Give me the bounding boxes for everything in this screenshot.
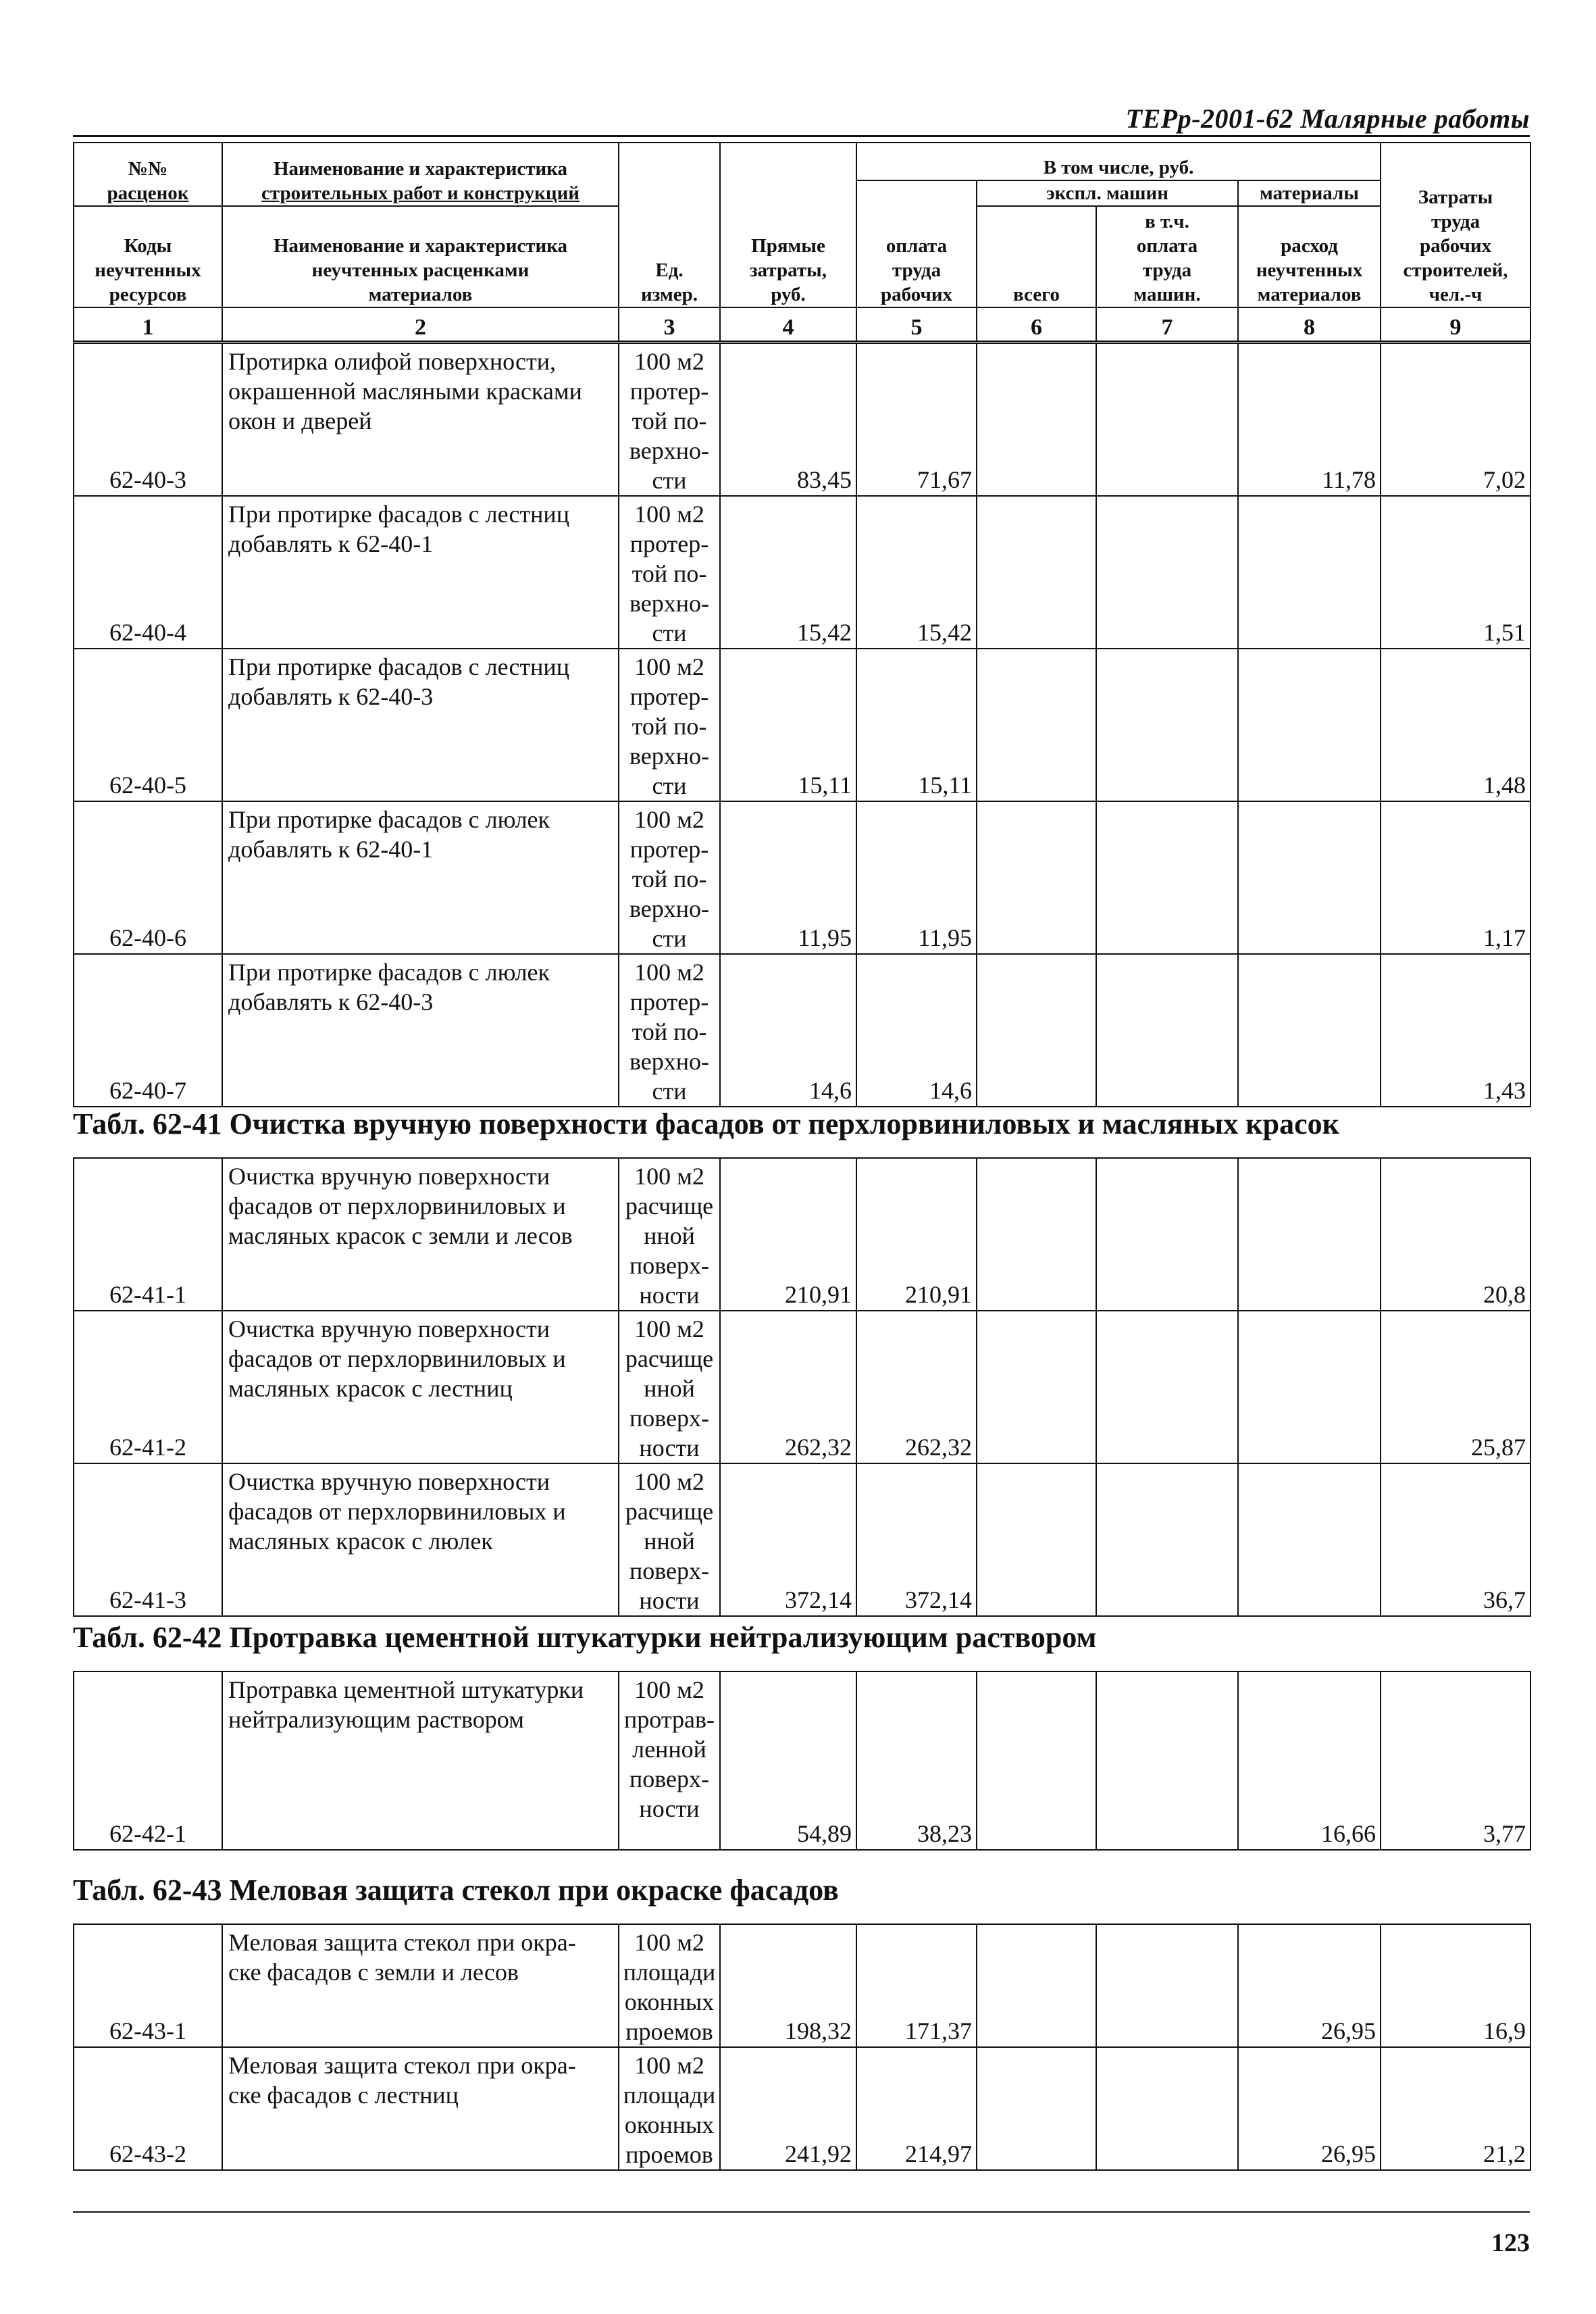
unit-line: 100 м2 [634, 1163, 704, 1190]
unit-line: ности [639, 1434, 700, 1461]
table-row [74, 496, 1530, 649]
header-line: Коды [124, 235, 172, 257]
unit-line: поверх- [629, 1557, 710, 1584]
unit-line: ности [639, 1282, 700, 1309]
header-line: ресурсов [109, 284, 187, 305]
header-line: труда [892, 259, 942, 281]
worker-wages: 372,14 [856, 1463, 977, 1616]
header-line: затраты, [749, 259, 827, 281]
unit-line: ленной [632, 1736, 706, 1763]
unit-line: 100 м2 [634, 959, 704, 986]
unit-line: той по- [632, 865, 707, 892]
labor-hours: 20,8 [1381, 1158, 1530, 1311]
description-line: масляных красок с люлек [228, 1528, 493, 1555]
materials-costs [1238, 954, 1381, 1107]
description-line: добавлять к 62-40-1 [228, 836, 434, 863]
unit-line: 100 м2 [634, 1315, 704, 1342]
work-description [222, 1924, 619, 2047]
direct-costs: 198,32 [720, 1924, 856, 2047]
machine-wages [1096, 954, 1238, 1107]
direct-costs: 15,42 [720, 496, 856, 649]
header-line: Затраты [1418, 186, 1493, 208]
unit-line: поверх- [629, 1405, 710, 1432]
description-line: нейтрализующим раствором [228, 1706, 524, 1733]
work-description [222, 1311, 619, 1463]
description-line: фасадов от перхлорвиниловых и [228, 1345, 566, 1372]
footer-rule [73, 2211, 1530, 2213]
unit-of-measure [619, 2047, 720, 2170]
unit-line: верхно- [629, 895, 710, 922]
column-number: 9 [1381, 307, 1530, 341]
worker-wages: 210,91 [856, 1158, 977, 1311]
unit-line: оконных [624, 2111, 715, 2138]
unit-line: поверх- [629, 1252, 710, 1279]
worker-wages: 38,23 [856, 1671, 977, 1850]
unit-line: нной [644, 1222, 695, 1249]
rate-code: 62-43-1 [74, 1924, 222, 2047]
header-line: расход [1281, 235, 1338, 257]
rate-code: 62-43-2 [74, 2047, 222, 2170]
work-description [222, 801, 619, 954]
header-col5 [856, 180, 977, 307]
unit-line: ности [639, 1795, 700, 1822]
direct-costs: 241,92 [720, 2047, 856, 2170]
unit-of-measure [619, 649, 720, 801]
machine-wages [1096, 1463, 1238, 1616]
machine-costs [977, 801, 1096, 954]
rate-code: 62-42-1 [74, 1671, 222, 1850]
work-description [222, 1463, 619, 1616]
unit-line: протер- [629, 836, 709, 863]
header-line: строителей, [1403, 259, 1508, 281]
unit-of-measure [619, 1924, 720, 2047]
labor-hours: 25,87 [1381, 1311, 1530, 1463]
rate-code: 62-40-7 [74, 954, 222, 1107]
column-number: 6 [977, 307, 1096, 341]
header-line: труда [1142, 259, 1192, 281]
header-col8 [1238, 206, 1381, 307]
header-line: материалов [1257, 284, 1362, 305]
labor-hours: 1,43 [1381, 954, 1530, 1107]
unit-line: протер- [629, 683, 709, 710]
header-line: в т.ч. [1145, 211, 1189, 232]
description-line: масляных красок с земли и лесов [228, 1222, 573, 1249]
header-line: Наименование и характеристика [273, 158, 568, 180]
labor-hours: 21,2 [1381, 2047, 1530, 2170]
materials-costs [1238, 1311, 1381, 1463]
header-line: материалов [368, 284, 473, 305]
unit-line: сти [652, 925, 687, 952]
machine-costs [977, 1671, 1096, 1850]
materials-costs: 11,78 [1238, 343, 1381, 496]
unit-line: протер- [629, 530, 709, 557]
header-mat: материалы [1238, 180, 1381, 206]
machine-wages [1096, 2047, 1238, 2170]
header-line: измер. [641, 284, 698, 305]
unit-line: верхно- [629, 437, 710, 464]
materials-costs: 16,66 [1238, 1671, 1381, 1850]
worker-wages: 71,67 [856, 343, 977, 496]
header-col2 [222, 143, 619, 206]
unit-line: той по- [632, 1018, 707, 1045]
worker-wages: 262,32 [856, 1311, 977, 1463]
table-title-62-43: Табл. 62-43 Меловая защита стекол при окраске фасадов [73, 1873, 839, 1907]
column-number: 4 [720, 307, 856, 341]
description-line: добавлять к 62-40-3 [228, 683, 434, 710]
header-col3 [619, 143, 720, 307]
header-line: неучтенных [95, 259, 201, 281]
description-line: ске фасадов с лестниц [228, 2082, 459, 2109]
machine-wages [1096, 1671, 1238, 1850]
worker-wages: 171,37 [856, 1924, 977, 2047]
unit-line: 100 м2 [634, 653, 704, 680]
machine-costs [977, 954, 1096, 1107]
direct-costs: 11,95 [720, 801, 856, 954]
header-line: оплата [1136, 235, 1198, 257]
table-62-41 [73, 1157, 1531, 1617]
unit-of-measure [619, 1671, 720, 1850]
direct-costs: 372,14 [720, 1463, 856, 1616]
column-number-row [74, 307, 1530, 341]
machine-costs [977, 1924, 1096, 2047]
description-line: Очистка вручную поверхности [228, 1468, 550, 1495]
table-row [74, 343, 1530, 496]
worker-wages: 11,95 [856, 801, 977, 954]
unit-line: 100 м2 [634, 1468, 704, 1495]
rate-code: 62-41-2 [74, 1311, 222, 1463]
description-line: Очистка вручную поверхности [228, 1163, 550, 1190]
work-description [222, 2047, 619, 2170]
header-line: чел.-ч [1428, 284, 1483, 305]
materials-costs [1238, 649, 1381, 801]
header-col2-bottom [222, 206, 619, 307]
table-row [74, 649, 1530, 801]
machine-wages [1096, 1158, 1238, 1311]
description-line: добавлять к 62-40-3 [228, 988, 434, 1015]
description-line: Протравка цементной штукатурки [228, 1676, 584, 1703]
column-number: 7 [1096, 307, 1238, 341]
machine-costs [977, 1463, 1096, 1616]
header-line: рабочих [880, 284, 953, 305]
header-line: неучтенных [1256, 259, 1363, 281]
unit-line: протер- [629, 378, 709, 405]
header-col9 [1381, 143, 1530, 307]
description-line: При протирке фасадов с лестниц [228, 653, 569, 680]
table-row [74, 1158, 1530, 1311]
header-col1 [74, 143, 222, 206]
running-head: ТЕРр-2001-62 Малярные работы [1125, 103, 1530, 134]
unit-line: оконных [624, 1988, 715, 2015]
unit-of-measure [619, 496, 720, 649]
unit-line: той по- [632, 407, 707, 434]
materials-costs [1238, 496, 1381, 649]
direct-costs: 54,89 [720, 1671, 856, 1850]
labor-hours: 1,48 [1381, 649, 1530, 801]
machine-costs [977, 2047, 1096, 2170]
table-title-62-42: Табл. 62-42 Протравка цементной штукатурки нейтрализующим раствором [73, 1621, 1097, 1654]
table-row [74, 2047, 1530, 2170]
unit-line: расчище [625, 1192, 714, 1219]
unit-line: 100 м2 [634, 2052, 704, 2079]
table-row [74, 801, 1530, 954]
materials-costs [1238, 1158, 1381, 1311]
header-line: оплата [885, 235, 948, 257]
machine-costs [977, 343, 1096, 496]
table-62-43 [73, 1923, 1531, 2171]
description-line: Протирка олифой поверхности, [228, 348, 556, 375]
column-number: 1 [74, 307, 222, 341]
unit-of-measure [619, 1158, 720, 1311]
header-line: строительных работ и конструкций [261, 182, 580, 204]
work-description [222, 1158, 619, 1311]
description-line: ске фасадов с земли и лесов [228, 1959, 519, 1986]
unit-line: сти [652, 620, 687, 647]
unit-line: сти [652, 467, 687, 494]
header-line: руб. [771, 284, 806, 305]
rate-code: 62-41-1 [74, 1158, 222, 1311]
machine-costs [977, 649, 1096, 801]
worker-wages: 15,42 [856, 496, 977, 649]
rate-code: 62-40-3 [74, 343, 222, 496]
unit-line: сти [652, 1078, 687, 1105]
table-row [74, 954, 1530, 1107]
header-col1-bottom [74, 206, 222, 307]
header-group: В том числе, руб. [856, 143, 1381, 180]
materials-costs [1238, 801, 1381, 954]
header-line: №№ [128, 158, 168, 180]
column-number: 8 [1238, 307, 1381, 341]
header-line: Ед. [655, 259, 684, 281]
unit-line: 100 м2 [634, 348, 704, 375]
table-row [74, 1463, 1530, 1616]
description-line: окрашенной масляными красками [228, 378, 582, 405]
worker-wages: 14,6 [856, 954, 977, 1107]
unit-line: проемов [625, 2141, 713, 2168]
table-row [74, 1924, 1530, 2047]
header-line: труда [1431, 211, 1481, 232]
worker-wages: 214,97 [856, 2047, 977, 2170]
unit-of-measure [619, 343, 720, 496]
labor-hours: 3,77 [1381, 1671, 1530, 1850]
column-number: 2 [222, 307, 619, 341]
header-col6: всего [977, 206, 1096, 307]
worker-wages: 15,11 [856, 649, 977, 801]
table-row [74, 1311, 1530, 1463]
unit-line: той по- [632, 713, 707, 740]
header-line: Наименование и характеристика [273, 235, 568, 257]
table-62-40 [73, 343, 1531, 1107]
description-line: При протирке фасадов с лестниц [228, 501, 569, 528]
page-number: 123 [1491, 2229, 1530, 2257]
unit-line: той по- [632, 560, 707, 587]
labor-hours: 1,17 [1381, 801, 1530, 954]
unit-of-measure [619, 1311, 720, 1463]
unit-line: 100 м2 [634, 806, 704, 833]
work-description [222, 343, 619, 496]
machine-wages [1096, 649, 1238, 801]
unit-line: верхно- [629, 1048, 710, 1075]
machine-costs [977, 1158, 1096, 1311]
unit-of-measure [619, 801, 720, 954]
description-line: масляных красок с лестниц [228, 1375, 513, 1402]
unit-line: нной [644, 1375, 695, 1402]
machine-costs [977, 496, 1096, 649]
header-line: неучтенных расценками [311, 259, 530, 281]
unit-line: верхно- [629, 743, 710, 770]
description-line: Меловая защита стекол при окра- [228, 1929, 576, 1956]
work-description [222, 1671, 619, 1850]
direct-costs: 14,6 [720, 954, 856, 1107]
table-title-62-41: Табл. 62-41 Очистка вручную поверхности фасадов от перхлорвиниловых и масляных красок [73, 1107, 1339, 1140]
header-line: расценок [107, 182, 189, 204]
direct-costs: 210,91 [720, 1158, 856, 1311]
description-line: фасадов от перхлорвиниловых и [228, 1192, 566, 1219]
description-line: При протирке фасадов с люлек [228, 806, 550, 833]
unit-line: расчище [625, 1498, 714, 1525]
direct-costs: 83,45 [720, 343, 856, 496]
work-description [222, 496, 619, 649]
description-line: добавлять к 62-40-1 [228, 530, 434, 557]
rate-code: 62-40-6 [74, 801, 222, 954]
unit-line: протрав- [624, 1706, 715, 1733]
machine-wages [1096, 343, 1238, 496]
rate-code: 62-41-3 [74, 1463, 222, 1616]
unit-line: 100 м2 [634, 501, 704, 528]
unit-line: протер- [629, 988, 709, 1015]
unit-line: проемов [625, 2018, 713, 2045]
unit-line: поверх- [629, 1765, 710, 1792]
column-number: 5 [856, 307, 977, 341]
unit-line: площади [623, 2082, 716, 2109]
materials-costs: 26,95 [1238, 2047, 1381, 2170]
materials-costs: 26,95 [1238, 1924, 1381, 2047]
header-rule [73, 135, 1530, 137]
unit-line: 100 м2 [634, 1929, 704, 1956]
header-col4 [720, 143, 856, 307]
header-line: Прямые [751, 235, 825, 257]
unit-of-measure [619, 954, 720, 1107]
description-line: Меловая защита стекол при окра- [228, 2052, 576, 2079]
unit-line: сти [652, 772, 687, 799]
labor-hours: 7,02 [1381, 343, 1530, 496]
description-line: окон и дверей [228, 407, 372, 434]
rate-code: 62-40-4 [74, 496, 222, 649]
work-description [222, 649, 619, 801]
header-expl: экспл. машин [977, 180, 1238, 206]
description-line: фасадов от перхлорвиниловых и [228, 1498, 566, 1525]
description-line: При протирке фасадов с люлек [228, 959, 550, 986]
unit-line: ности [639, 1587, 700, 1614]
header-line: рабочих [1420, 235, 1492, 257]
machine-wages [1096, 1311, 1238, 1463]
header-line: машин. [1133, 284, 1201, 305]
unit-line: площади [623, 1959, 716, 1986]
direct-costs: 262,32 [720, 1311, 856, 1463]
header-col7 [1096, 206, 1238, 307]
unit-of-measure [619, 1463, 720, 1616]
machine-wages [1096, 1924, 1238, 2047]
description-line: Очистка вручную поверхности [228, 1315, 550, 1342]
materials-costs [1238, 1463, 1381, 1616]
table-row [74, 1671, 1530, 1850]
labor-hours: 1,51 [1381, 496, 1530, 649]
machine-wages [1096, 496, 1238, 649]
unit-line: нной [644, 1528, 695, 1555]
column-number: 3 [619, 307, 720, 341]
labor-hours: 16,9 [1381, 1924, 1530, 2047]
rate-code: 62-40-5 [74, 649, 222, 801]
machine-wages [1096, 801, 1238, 954]
labor-hours: 36,7 [1381, 1463, 1530, 1616]
work-description [222, 954, 619, 1107]
table-62-42 [73, 1671, 1531, 1851]
unit-line: расчище [625, 1345, 714, 1372]
unit-line: 100 м2 [634, 1676, 704, 1703]
direct-costs: 15,11 [720, 649, 856, 801]
unit-line: верхно- [629, 590, 710, 617]
machine-costs [977, 1311, 1096, 1463]
column-header-table [73, 142, 1531, 342]
